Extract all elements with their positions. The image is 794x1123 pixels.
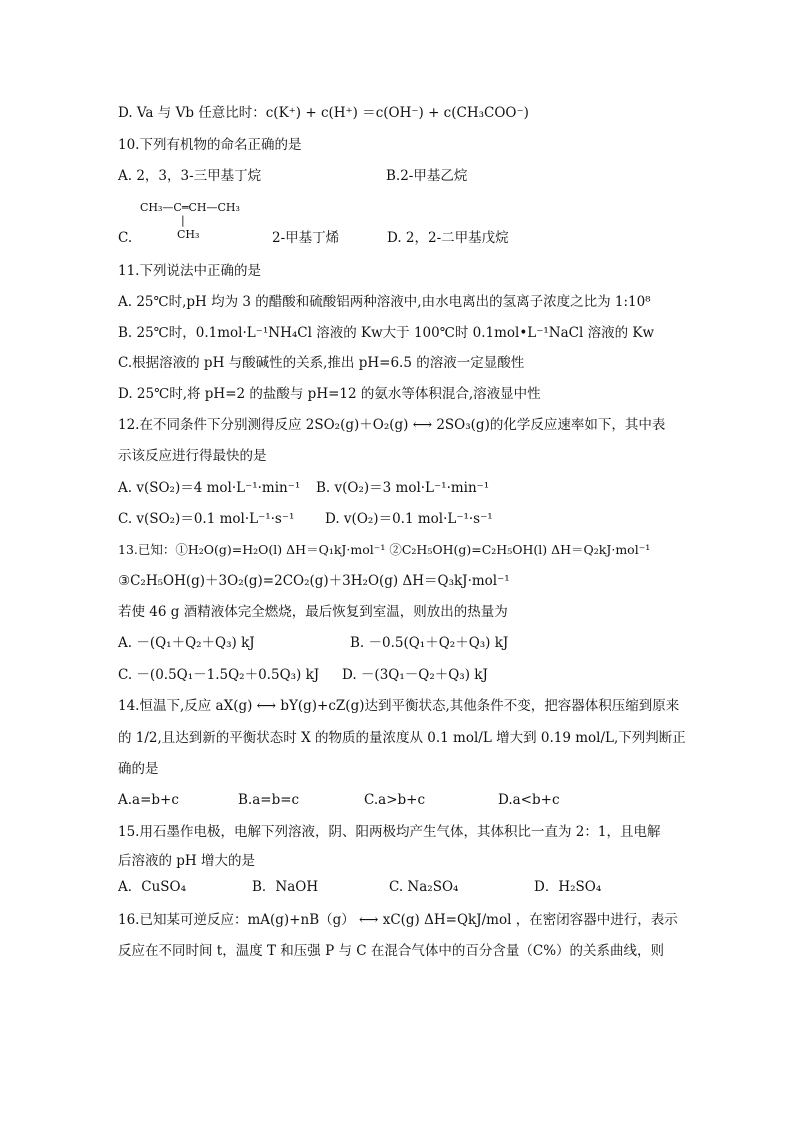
question-14-stem-line-3: 确的是 [118,761,159,777]
question-10-option-d: D. 2，2-二甲基戊烷 [387,230,509,246]
question-11-option-d: D. 25℃时,将 pH=2 的盐酸与 pH=12 的氨水等体积混合,溶液显中性 [118,386,541,402]
question-10-option-a: A. 2，3，3-三甲基丁烷 [118,168,262,184]
question-10-structure-main-chain: CH₃—C═CH—CH₃ [140,201,240,214]
question-15-option-a: A．CuSO₄ [118,879,187,895]
question-13-option-c: C. －(0.5Q₁－1.5Q₂＋0.5Q₃) kJ [118,667,320,683]
question-10-option-b: B.2-甲基乙烷 [386,168,468,184]
question-15-option-c: C. Na₂SO₄ [389,879,459,895]
question-11-option-b: B. 25℃时，0.1mol·L⁻¹NH₄Cl 溶液的 Kw大于 100℃时 0.1mol•L⁻¹NaCl 溶液的 Kw [118,325,655,341]
question-12-stem-line-2: 示该反应进行得最快的是 [118,448,267,464]
question-15-option-b: B．NaOH [252,879,319,895]
question-13-stem-line-3: 若使 46 g 酒精液体完全燃烧，最后恢复到室温，则放出的热量为 [118,604,508,620]
question-12-option-a: A. v(SO₂)＝4 mol·L⁻¹·min⁻¹ [118,480,301,496]
question-11-option-a: A. 25℃时,pH 均为 3 的醋酸和硫酸铝两种溶液中,由水电离出的氢离子浓度之比为 1:10⁸ [118,294,651,310]
question-14-stem-line-1: 14.恒温下,反应 aX(g) ⟷ bY(g)+cZ(g)达到平衡状态,其他条件不变，把容器体积压缩到原来 [118,698,680,714]
question-10-option-c-name: 2-甲基丁烯 [272,230,340,246]
question-13-option-d: D. －(3Q₁－Q₂＋Q₃) kJ [342,667,488,683]
question-14-option-c: C.a>b+c [364,792,426,808]
structure-bond-vertical: | [181,214,185,227]
question-13-stem-line-2: ③C₂H₅OH(g)＋3O₂(g)=2CO₂(g)＋3H₂O(g) ΔH＝Q₃kJ·mol⁻¹ [118,573,510,589]
question-14-option-a: A.a=b+c [118,792,179,808]
question-12-option-d: D. v(O₂)＝0.1 mol·L⁻¹·s⁻¹ [325,511,493,527]
question-16-stem-line-2: 反应在不同时间 t，温度 T 和压强 P 与 C 在混合气体中的百分含量（C%）的关系曲线，则 [118,943,665,959]
question-15-stem-line-1: 15.用石墨作电极，电解下列溶液，阴、阳两极均产生气体，其体积比一直为 2：1，且电解 [118,824,661,840]
question-12-stem-line-1: 12.在不同条件下分别测得反应 2SO₂(g)＋O₂(g) ⟷ 2SO₃(g)的化学反应速率如下，其中表 [118,417,666,433]
question-10-structure-branch: CH₃ [177,228,200,241]
question-13-stem-line-1: 13.已知：①H₂O(g)=H₂O(l) ΔH＝Q₁kJ·mol⁻¹ ②C₂H₅OH(g)=C₂H₅OH(l) ΔH＝Q₂kJ·mol⁻¹ [118,542,651,557]
question-16-stem-line-1: 16.已知某可逆反应：mA(g)+nB（g） ⟷ xC(g) ΔH=QkJ/mol ，在密闭容器中进行，表示 [118,912,678,928]
question-13-option-a: A. －(Q₁＋Q₂＋Q₃) kJ [118,635,255,651]
question-11-stem: 11.下列说法中正确的是 [118,263,261,279]
question-10-option-c-label: C. [118,230,133,246]
question-10-stem: 10.下列有机物的命名正确的是 [118,137,302,153]
question-14-option-b: B.a=b=c [238,792,300,808]
question-14-option-d: D.a<b+c [498,792,560,808]
question-12-option-c: C. v(SO₂)＝0.1 mol·L⁻¹·s⁻¹ [118,511,295,527]
question-13-option-b: B. －0.5(Q₁＋Q₂＋Q₃) kJ [350,635,509,651]
question-12-option-b: B. v(O₂)＝3 mol·L⁻¹·min⁻¹ [316,480,490,496]
question-11-option-c: C.根据溶液的 pH 与酸碱性的关系,推出 pH=6.5 的溶液一定显酸性 [118,355,525,371]
question-15-stem-line-2: 后溶液的 pH 增大的是 [118,853,255,869]
option-9d: D. Va 与 Vb 任意比时：c(K⁺) + c(H⁺) ＝c(OH⁻) + c(CH₃COO⁻) [118,105,529,121]
question-15-option-d: D．H₂SO₄ [534,879,602,895]
question-14-stem-line-2: 的 1/2,且达到新的平衡状态时 X 的物质的量浓度从 0.1 mol/L 增大到 0.19 mol/L,下列判断正 [118,730,686,746]
